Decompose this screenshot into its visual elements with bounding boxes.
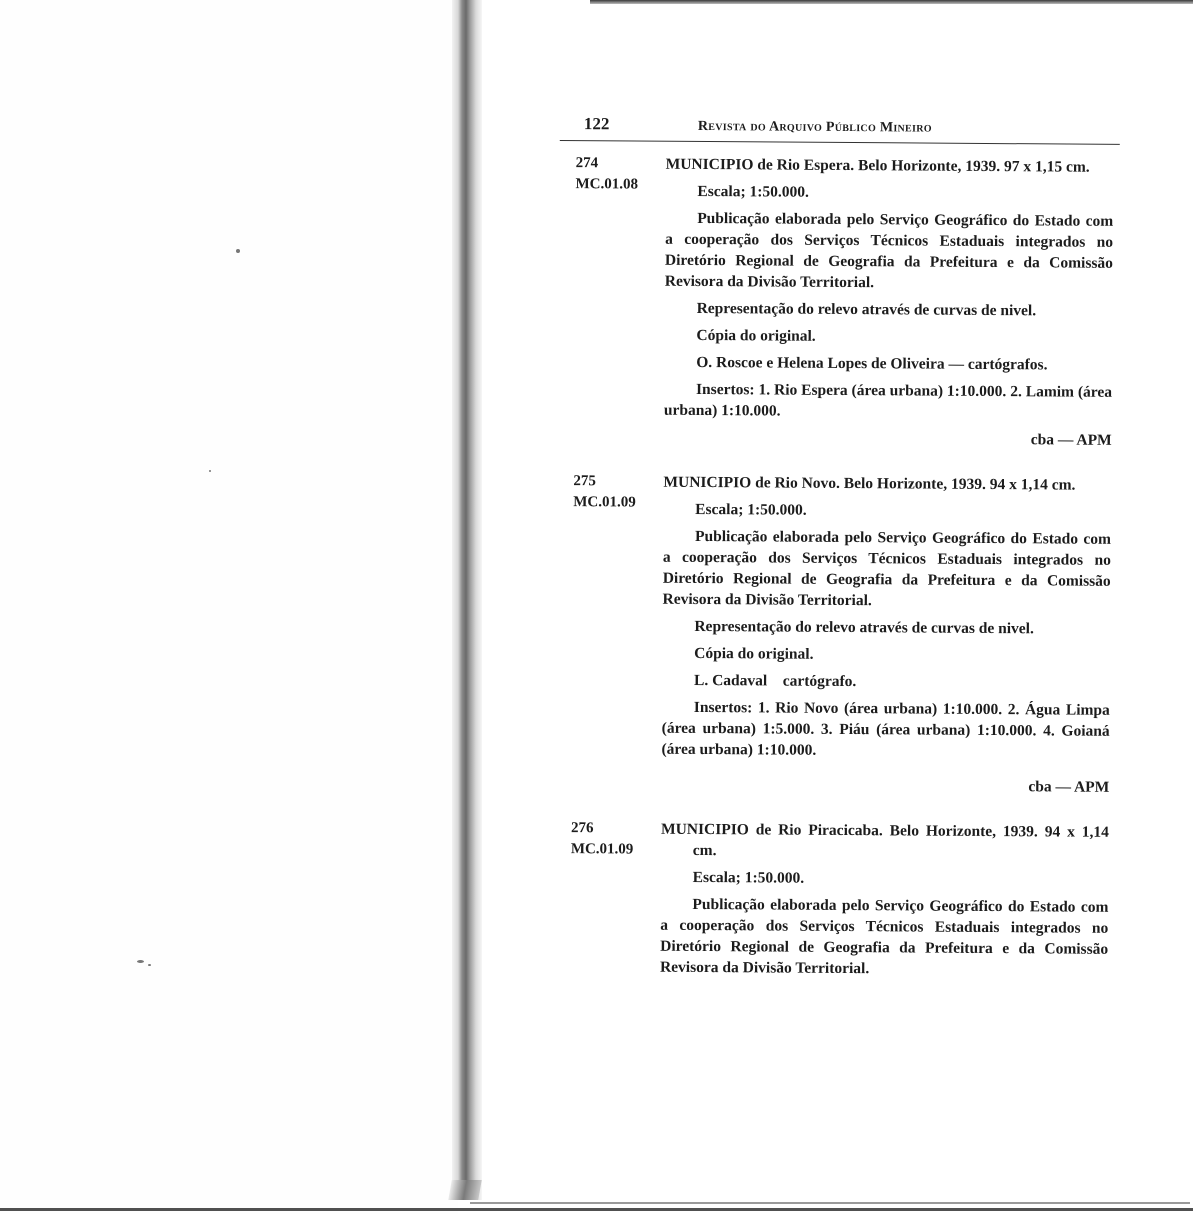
printed-page: [554, 110, 1120, 987]
catalog-entry: [555, 471, 1117, 798]
page-number: 122: [583, 114, 610, 134]
entry-publication: Publicação elaborada pelo Serviço Geográfico do Estado com a cooperação dos Serviços Técnicos Estaduais integrados no Diretório Regional de Geografia da Prefeitura e da Comissão Revisora da Divisão Territorial.: [662, 527, 1112, 610]
entry-scale: Escala; 1:50.000.: [692, 868, 805, 887]
running-head: [560, 110, 1120, 145]
entry-cartographers: L. Cadaval cartógrafo.: [693, 671, 857, 691]
catalog-entry: [554, 818, 1115, 981]
paper-speck: [236, 249, 240, 253]
entry-number-block: [573, 471, 636, 513]
entry-scale: Escala; 1:50.000.: [695, 500, 807, 519]
entry-code: MC.01.09: [573, 494, 636, 511]
entry-number: 276: [570, 820, 594, 837]
entry-heading: MUNICIPIO de Rio Novo. Belo Horizonte, 1939. 94 x 1,14 cm.: [663, 473, 1076, 494]
left-blank-page: [0, 0, 458, 1214]
book-gutter-foot: [448, 1180, 482, 1200]
paper-speck: [148, 964, 151, 966]
page-bottom-edge: [470, 1202, 1190, 1204]
entry-number-block: [575, 153, 638, 195]
entry-code: MC.01.08: [575, 176, 639, 193]
entry-publication: Publicação elaborada pelo Serviço Geográfico do Estado com a cooperação dos Serviços Técnicos Estaduais integrados no Diretório Regional de Geografia da Prefeitura e da Comissão Revisora da Divisão Territorial.: [659, 895, 1109, 978]
entry-copy: Cópia do original.: [696, 326, 816, 345]
entry-number-block: [571, 818, 634, 860]
entry-cartographers: O. Roscoe e Helena Lopes de Oliveira — cartógrafos.: [696, 353, 1048, 374]
catalog-entry: [558, 153, 1120, 451]
entry-number: 274: [575, 155, 599, 172]
entry-publication: Publicação elaborada pelo Serviço Geográfico do Estado com a cooperação dos Serviços Técnicos Estaduais integrados no Diretório Regional de Geografia da Prefeitura e da Comissão Revisora da Divisão Territorial.: [664, 209, 1114, 292]
paper-speck: [209, 470, 211, 472]
entry-relief: Representação do relevo através de curvas de nivel.: [696, 299, 1037, 320]
page-top-edge: [590, 0, 1193, 4]
entry-scale: Escala; 1:50.000.: [697, 182, 810, 201]
entry-heading: MUNICIPIO de Rio Espera. Belo Horizonte, 1939. 97 x 1,15 cm.: [665, 155, 1090, 176]
entry-source: cba — APM: [1030, 431, 1112, 449]
book-gutter: [452, 0, 482, 1200]
paper-speck: [137, 960, 144, 963]
entry-relief: Representação do relevo através de curvas de nivel.: [694, 617, 1034, 638]
entry-number: 275: [573, 473, 596, 490]
scan-bottom-edge: [0, 1208, 1193, 1211]
entry-copy: Cópia do original.: [694, 644, 814, 663]
entry-insets: Insertos: 1. Rio Novo (área urbana) 1:10.000. 2. Água Limpa (área urbana) 1:5.000. 3. Piáu (área urbana) 1:10.000. 4. Goianá (área urbana) 1:10.000.: [661, 698, 1110, 759]
entry-insets: Insertos: 1. Rio Espera (área urbana) 1:10.000. 2. Lamim (área urbana) 1:10.000.: [663, 380, 1113, 420]
journal-title: Revista do Arquivo Público Mineiro: [697, 118, 932, 136]
entry-code: MC.01.09: [570, 841, 634, 858]
entry-source: cba — APM: [1028, 778, 1110, 796]
entry-heading: MUNICIPIO de Rio Piracicaba. Belo Horizonte, 1939. 94 x 1,14 cm.: [660, 820, 1110, 860]
